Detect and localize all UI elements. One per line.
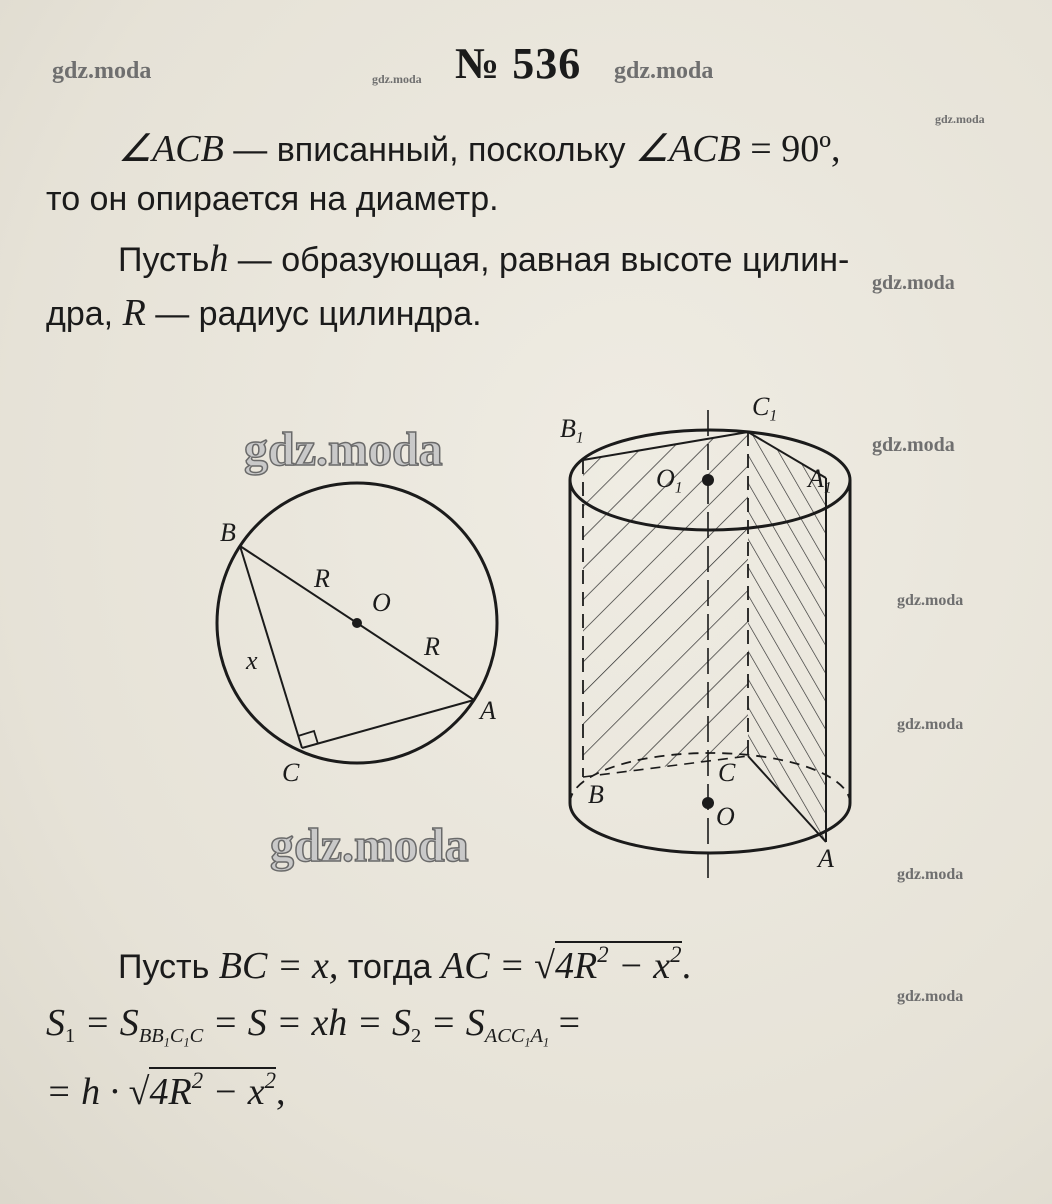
- var-h: h: [209, 238, 229, 280]
- label-a: A: [818, 844, 834, 873]
- label-a: A: [480, 696, 496, 725]
- label-b1: $B_1$: [560, 414, 584, 447]
- angle-acb: ∠ACB: [118, 128, 224, 170]
- watermark-large: gdz.moda: [270, 819, 469, 872]
- label-b: B: [588, 780, 604, 809]
- label-o1: $O_1$: [656, 464, 683, 497]
- watermark: gdz.moda: [372, 72, 422, 86]
- text: дра,: [46, 295, 114, 333]
- watermark: gdz.moda: [52, 58, 152, 84]
- label-o: O: [372, 588, 391, 617]
- label-x: x: [246, 646, 258, 675]
- circle-diagram: [217, 483, 497, 763]
- label-c: C: [718, 758, 736, 787]
- text: — радиус цилиндра.: [155, 295, 482, 333]
- label-c1: $C_1$: [752, 392, 778, 425]
- watermark: gdz.moda: [897, 866, 964, 883]
- text: — вписанный, поскольку: [233, 131, 626, 169]
- label-c: C: [282, 758, 300, 787]
- watermark: gdz.moda: [897, 988, 964, 1005]
- problem-number: № 536: [455, 39, 582, 88]
- label-a1: $A_1$: [808, 464, 832, 497]
- watermark: gdz.moda: [872, 272, 955, 294]
- center-point: [352, 618, 362, 628]
- point-o1: [702, 474, 714, 486]
- text: — образующая, равная высоте цилин-: [237, 241, 850, 279]
- formula-line-1: Пусть BC = x, тогда AC = $√4R^2 - x^2$.: [118, 942, 692, 987]
- label-b: B: [220, 518, 236, 547]
- paragraph-line: то он опирается на диаметр.: [46, 180, 499, 218]
- watermark: gdz.moda: [935, 112, 985, 126]
- watermark-large: gdz.moda: [244, 423, 443, 476]
- chord-ca: [302, 700, 474, 748]
- point-o: [702, 797, 714, 809]
- angle-acb: ∠ACB: [635, 128, 741, 170]
- watermark: gdz.moda: [897, 592, 964, 609]
- text: = 90º,: [750, 128, 841, 170]
- watermark: gdz.moda: [897, 716, 964, 733]
- formula-line-2: $S_1 = S_{BB_1C_1C} = S$ = xh = $S_2 = S_{ACC_1A_1}$ =: [46, 1002, 581, 1050]
- var-r: R: [122, 292, 146, 334]
- formula-line-3: = $h \cdot √4R^2 - x^2$,: [46, 1068, 286, 1113]
- label-o: O: [716, 802, 735, 831]
- watermark: gdz.moda: [872, 434, 955, 456]
- label-r: R: [314, 564, 330, 593]
- watermark: gdz.moda: [614, 58, 714, 84]
- label-r: R: [424, 632, 440, 661]
- text: Пусть: [118, 241, 210, 279]
